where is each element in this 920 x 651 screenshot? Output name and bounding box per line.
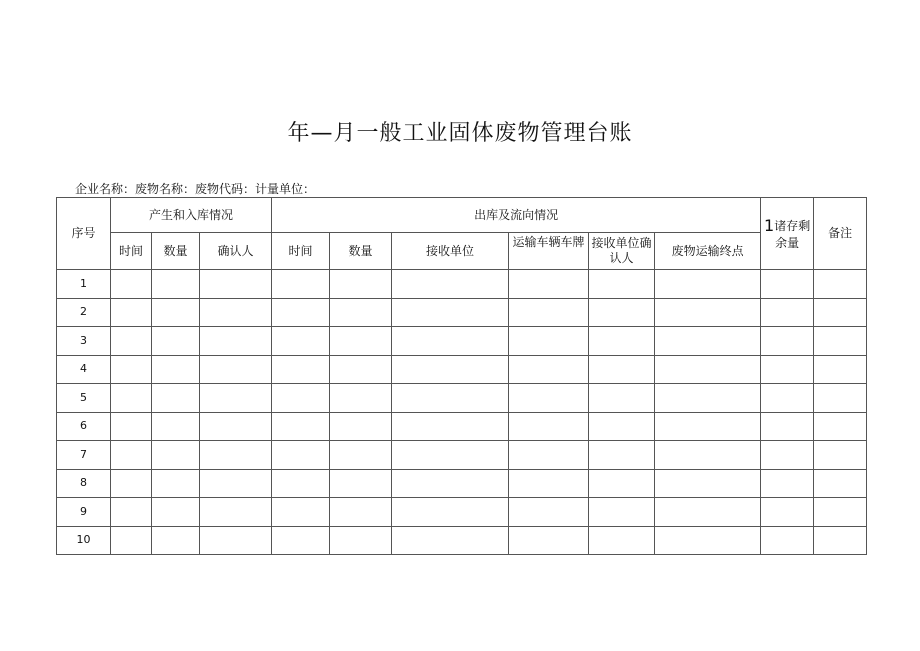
table-cell[interactable] xyxy=(761,441,814,470)
table-cell[interactable] xyxy=(589,469,655,498)
table-cell[interactable] xyxy=(272,355,330,384)
table-cell[interactable] xyxy=(272,298,330,327)
table-cell[interactable] xyxy=(392,469,509,498)
header-vehicle-plate: 运输车辆车牌 xyxy=(509,233,589,270)
row-seq-number: 7 xyxy=(57,441,111,470)
table-cell[interactable] xyxy=(152,412,200,441)
table-cell[interactable] xyxy=(111,355,152,384)
row-seq-number: 10 xyxy=(57,526,111,555)
waste-ledger-table xyxy=(56,197,867,555)
table-cell[interactable] xyxy=(509,270,589,299)
table-cell[interactable] xyxy=(509,412,589,441)
table-cell[interactable] xyxy=(392,498,509,527)
table-cell[interactable] xyxy=(509,327,589,356)
table-cell[interactable] xyxy=(200,355,272,384)
table-row xyxy=(57,355,867,384)
table-cell[interactable] xyxy=(330,384,392,413)
table-cell[interactable] xyxy=(200,469,272,498)
table-cell[interactable] xyxy=(200,498,272,527)
table-cell[interactable] xyxy=(814,441,867,470)
table-cell[interactable] xyxy=(589,270,655,299)
table-cell[interactable] xyxy=(761,384,814,413)
table-cell[interactable] xyxy=(761,327,814,356)
table-cell[interactable] xyxy=(111,441,152,470)
table-cell[interactable] xyxy=(509,441,589,470)
table-row xyxy=(57,327,867,356)
table-cell[interactable] xyxy=(200,270,272,299)
table-row xyxy=(57,412,867,441)
table-cell[interactable] xyxy=(761,412,814,441)
table-cell[interactable] xyxy=(589,298,655,327)
table-row xyxy=(57,270,867,299)
table-cell[interactable] xyxy=(111,526,152,555)
table-cell[interactable] xyxy=(655,270,761,299)
table-cell[interactable] xyxy=(152,469,200,498)
header-receiver: 接收单位 xyxy=(392,233,509,270)
table-cell[interactable] xyxy=(589,526,655,555)
row-seq-number: 4 xyxy=(57,355,111,384)
table-cell[interactable] xyxy=(761,270,814,299)
company-info-line: 企业名称：废物名称：废物代码：计量单位： xyxy=(75,182,316,196)
table-cell[interactable] xyxy=(814,412,867,441)
table-cell[interactable] xyxy=(509,469,589,498)
header-row-1 xyxy=(57,198,867,233)
table-cell[interactable] xyxy=(330,526,392,555)
table-cell[interactable] xyxy=(589,327,655,356)
table-cell[interactable] xyxy=(814,526,867,555)
table-cell[interactable] xyxy=(814,270,867,299)
table-cell[interactable] xyxy=(152,355,200,384)
table-cell[interactable] xyxy=(509,298,589,327)
table-cell[interactable] xyxy=(589,384,655,413)
header-qty-in: 数量 xyxy=(152,233,200,270)
row-seq-number: 9 xyxy=(57,498,111,527)
table-cell[interactable] xyxy=(200,441,272,470)
table-cell[interactable] xyxy=(330,355,392,384)
table-cell[interactable] xyxy=(152,498,200,527)
table-cell[interactable] xyxy=(392,298,509,327)
table-cell[interactable] xyxy=(330,498,392,527)
header-storage-balance xyxy=(761,198,814,270)
table-cell[interactable] xyxy=(761,469,814,498)
table-cell[interactable] xyxy=(814,469,867,498)
table-cell[interactable] xyxy=(392,270,509,299)
table-cell[interactable] xyxy=(330,298,392,327)
table-cell[interactable] xyxy=(272,412,330,441)
header-seq: 序号 xyxy=(57,198,111,270)
document-title: 年—月一般工业固体废物管理台账 xyxy=(287,121,633,146)
table-cell[interactable] xyxy=(152,327,200,356)
table-cell[interactable] xyxy=(272,526,330,555)
header-time-in: 时间 xyxy=(111,233,152,270)
table-row xyxy=(57,441,867,470)
table-cell[interactable] xyxy=(761,355,814,384)
table-cell[interactable] xyxy=(152,270,200,299)
table-cell[interactable] xyxy=(152,384,200,413)
table-cell[interactable] xyxy=(111,412,152,441)
table-cell[interactable] xyxy=(655,498,761,527)
table-cell[interactable] xyxy=(272,384,330,413)
table-cell[interactable] xyxy=(272,270,330,299)
table-cell[interactable] xyxy=(589,412,655,441)
storage-prefix: 1 xyxy=(764,216,775,235)
table-cell[interactable] xyxy=(392,526,509,555)
table-cell[interactable] xyxy=(330,441,392,470)
storage-line1: 诸存剩 xyxy=(774,219,811,233)
table-cell[interactable] xyxy=(589,498,655,527)
table-row xyxy=(57,384,867,413)
table-cell[interactable] xyxy=(330,412,392,441)
table-cell[interactable] xyxy=(111,327,152,356)
table-cell[interactable] xyxy=(814,498,867,527)
header-confirm-in: 确认人 xyxy=(200,233,272,270)
table-cell[interactable] xyxy=(152,298,200,327)
header-qty-out: 数量 xyxy=(330,233,392,270)
table-cell[interactable] xyxy=(655,412,761,441)
table-cell[interactable] xyxy=(761,298,814,327)
header-outbound-group: 出库及流向情况 xyxy=(272,198,761,233)
table-cell[interactable] xyxy=(589,355,655,384)
table-cell[interactable] xyxy=(111,384,152,413)
table-cell[interactable] xyxy=(330,469,392,498)
table-cell[interactable] xyxy=(200,384,272,413)
table-row xyxy=(57,469,867,498)
table-cell[interactable] xyxy=(330,327,392,356)
table-row xyxy=(57,526,867,555)
row-seq-number: 5 xyxy=(57,384,111,413)
table-cell[interactable] xyxy=(272,441,330,470)
table-cell[interactable] xyxy=(814,298,867,327)
row-seq-number: 1 xyxy=(57,270,111,299)
table-cell[interactable] xyxy=(655,355,761,384)
table-cell[interactable] xyxy=(509,355,589,384)
header-production-group: 产生和入库情况 xyxy=(111,198,272,233)
table-cell[interactable] xyxy=(392,355,509,384)
table-cell[interactable] xyxy=(200,298,272,327)
table-row xyxy=(57,298,867,327)
storage-line2: 余量 xyxy=(775,236,800,250)
table-cell[interactable] xyxy=(272,469,330,498)
table-cell[interactable] xyxy=(814,384,867,413)
table-cell[interactable] xyxy=(272,327,330,356)
header-destination: 废物运输终点 xyxy=(655,233,761,270)
table-cell[interactable] xyxy=(655,298,761,327)
table-cell[interactable] xyxy=(589,441,655,470)
table-row xyxy=(57,498,867,527)
table-cell[interactable] xyxy=(655,526,761,555)
table-cell[interactable] xyxy=(655,384,761,413)
table-cell[interactable] xyxy=(330,270,392,299)
table-cell[interactable] xyxy=(392,412,509,441)
row-seq-number: 8 xyxy=(57,469,111,498)
table-cell[interactable] xyxy=(272,498,330,527)
header-row-2 xyxy=(57,233,867,270)
table-cell[interactable] xyxy=(509,498,589,527)
table-cell[interactable] xyxy=(655,327,761,356)
row-seq-number: 2 xyxy=(57,298,111,327)
table-cell[interactable] xyxy=(152,526,200,555)
header-remarks: 备注 xyxy=(814,198,867,270)
table-cell[interactable] xyxy=(655,441,761,470)
table-cell[interactable] xyxy=(814,355,867,384)
table-cell[interactable] xyxy=(761,526,814,555)
table-cell[interactable] xyxy=(200,327,272,356)
header-receiver-confirm: 接收单位确认人 xyxy=(589,233,655,270)
table-cell[interactable] xyxy=(111,498,152,527)
table-cell[interactable] xyxy=(200,412,272,441)
table-cell[interactable] xyxy=(761,498,814,527)
row-seq-number: 6 xyxy=(57,412,111,441)
table-cell[interactable] xyxy=(200,526,272,555)
table-cell[interactable] xyxy=(111,270,152,299)
table-cell[interactable] xyxy=(152,441,200,470)
row-seq-number: 3 xyxy=(57,327,111,356)
header-time-out: 时间 xyxy=(272,233,330,270)
table-cell[interactable] xyxy=(392,384,509,413)
table-cell[interactable] xyxy=(509,526,589,555)
table-cell[interactable] xyxy=(814,327,867,356)
table-cell[interactable] xyxy=(111,298,152,327)
table-cell[interactable] xyxy=(392,327,509,356)
table-cell[interactable] xyxy=(655,469,761,498)
table-cell[interactable] xyxy=(392,441,509,470)
table-cell[interactable] xyxy=(509,384,589,413)
table-cell[interactable] xyxy=(111,469,152,498)
